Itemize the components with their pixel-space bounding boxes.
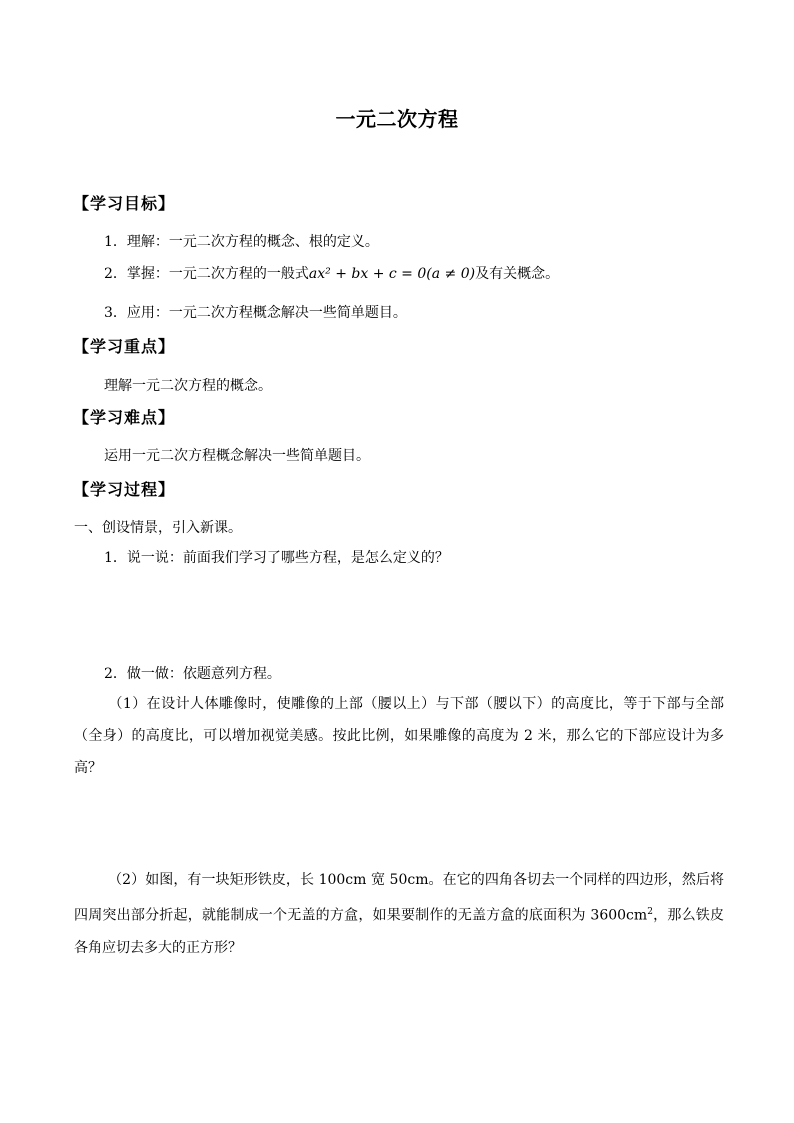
process-part-1: 一、创设情景，引入新课。 <box>74 520 242 536</box>
goal-item-1: 1．理解：一元二次方程的概念、根的定义。 <box>104 234 379 250</box>
question-1: 1．说一说：前面我们学习了哪些方程，是怎么定义的？ <box>104 550 449 566</box>
goal-item-2 <box>104 264 559 284</box>
problem-1-text: （1）在设计人体雕像时，使雕像的上部（腰以上）与下部（腰以下）的高度比，等于下部与全部（全身）的高度比，可以增加视觉美感。按此比例，如果雕像的高度为 2 米，那么它的下部应设计为多高？ <box>74 696 724 776</box>
goal-item-2-text: 2．掌握：一元二次方程的一般式 <box>104 266 309 282</box>
formula-text: ax² + bx + c = 0(a ≠ 0) <box>308 266 476 282</box>
problem-1 <box>74 688 724 784</box>
problem-2-text: （2）如图，有一块矩形铁皮，长 100cm 宽 50cm。在它的四角各切去一个同样的四边形，然后将四周突出部分折起，就能制成一个无盖的方盒，如果要制作的无盖方盒的底面积为 3600cm <box>74 872 724 924</box>
heading-difficulties: 【学习难点】 <box>73 408 176 427</box>
heading-learning-goals: 【学习目标】 <box>73 194 176 213</box>
problem-2 <box>74 864 724 964</box>
question-2: 2．做一做：依题意列方程。 <box>104 666 281 682</box>
general-form-formula <box>309 266 475 282</box>
problem-2-end: ，那么铁皮各角应切去多大的正方形？ <box>74 907 725 956</box>
difficulty-text: 运用一元二次方程概念解决一些简单题目。 <box>104 448 370 464</box>
goal-item-2-suffix: 及有关概念。 <box>475 266 560 282</box>
heading-key-points: 【学习重点】 <box>73 337 176 356</box>
area-unit-exponent: 2 <box>647 907 653 917</box>
key-point-text: 理解一元二次方程的概念。 <box>104 378 272 394</box>
heading-learning-process: 【学习过程】 <box>73 480 176 499</box>
goal-item-3: 3．应用：一元二次方程概念解决一些简单题目。 <box>104 305 407 321</box>
page-title: 一元二次方程 <box>335 107 459 131</box>
